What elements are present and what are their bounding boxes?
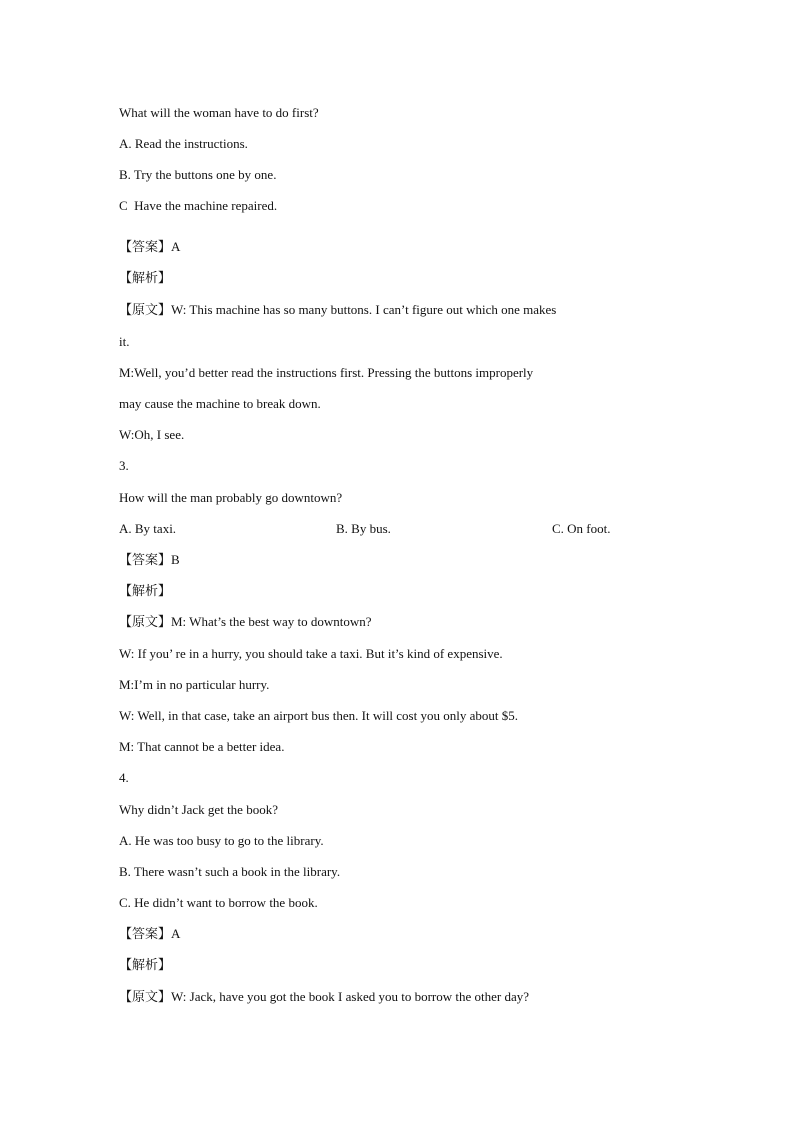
q3-transcript-line: W: Well, in that case, take an airport bus then. It will cost you only about $5.	[119, 708, 518, 723]
q3-question: How will the man probably go downtown?	[119, 490, 343, 505]
q4-transcript-line: 【原文】W: Jack, have you got the book I asked you to borrow the other day?	[119, 989, 530, 1004]
q2-transcript-line: W:Oh, I see.	[119, 427, 185, 442]
q2-transcript-line: it.	[119, 334, 130, 349]
q2-answer: 【答案】A	[119, 239, 181, 254]
q2-option-a: A. Read the instructions.	[119, 136, 248, 151]
q3-option-b: B. By bus.	[336, 521, 391, 536]
q2-option-c: C Have the machine repaired.	[119, 198, 278, 213]
q4-number: 4.	[119, 770, 129, 785]
q2-transcript-line: 【原文】W: This machine has so many buttons. I can’t figure out which one makes	[119, 302, 557, 317]
q3-option-a: A. By taxi.	[119, 521, 177, 536]
q3-number: 3.	[119, 458, 129, 473]
q2-option-b: B. Try the buttons one by one.	[119, 167, 277, 182]
q2-transcript-line: M:Well, you’d better read the instructions first. Pressing the buttons improperly	[119, 365, 534, 380]
q3-answer: 【答案】B	[119, 552, 180, 567]
q3-transcript-line: M: That cannot be a better idea.	[119, 739, 285, 754]
q4-option-a: A. He was too busy to go to the library.	[119, 833, 324, 848]
q3-transcript-line: M:I’m in no particular hurry.	[119, 677, 270, 692]
q2-transcript-line: may cause the machine to break down.	[119, 396, 321, 411]
q2-question: What will the woman have to do first?	[119, 105, 319, 120]
q4-option-c: C. He didn’t want to borrow the book.	[119, 895, 318, 910]
q4-question: Why didn’t Jack get the book?	[119, 802, 278, 817]
q3-transcript-line: W: If you’ re in a hurry, you should take a taxi. But it’s kind of expensive.	[119, 646, 503, 661]
q2-analysis-label: 【解析】	[119, 270, 172, 285]
q3-transcript-line: 【原文】M: What’s the best way to downtown?	[119, 614, 372, 629]
q4-option-b: B. There wasn’t such a book in the library.	[119, 864, 341, 879]
q4-answer: 【答案】A	[119, 926, 181, 941]
q4-analysis-label: 【解析】	[119, 957, 172, 972]
q3-option-c: C. On foot.	[552, 521, 611, 536]
q3-analysis-label: 【解析】	[119, 583, 172, 598]
